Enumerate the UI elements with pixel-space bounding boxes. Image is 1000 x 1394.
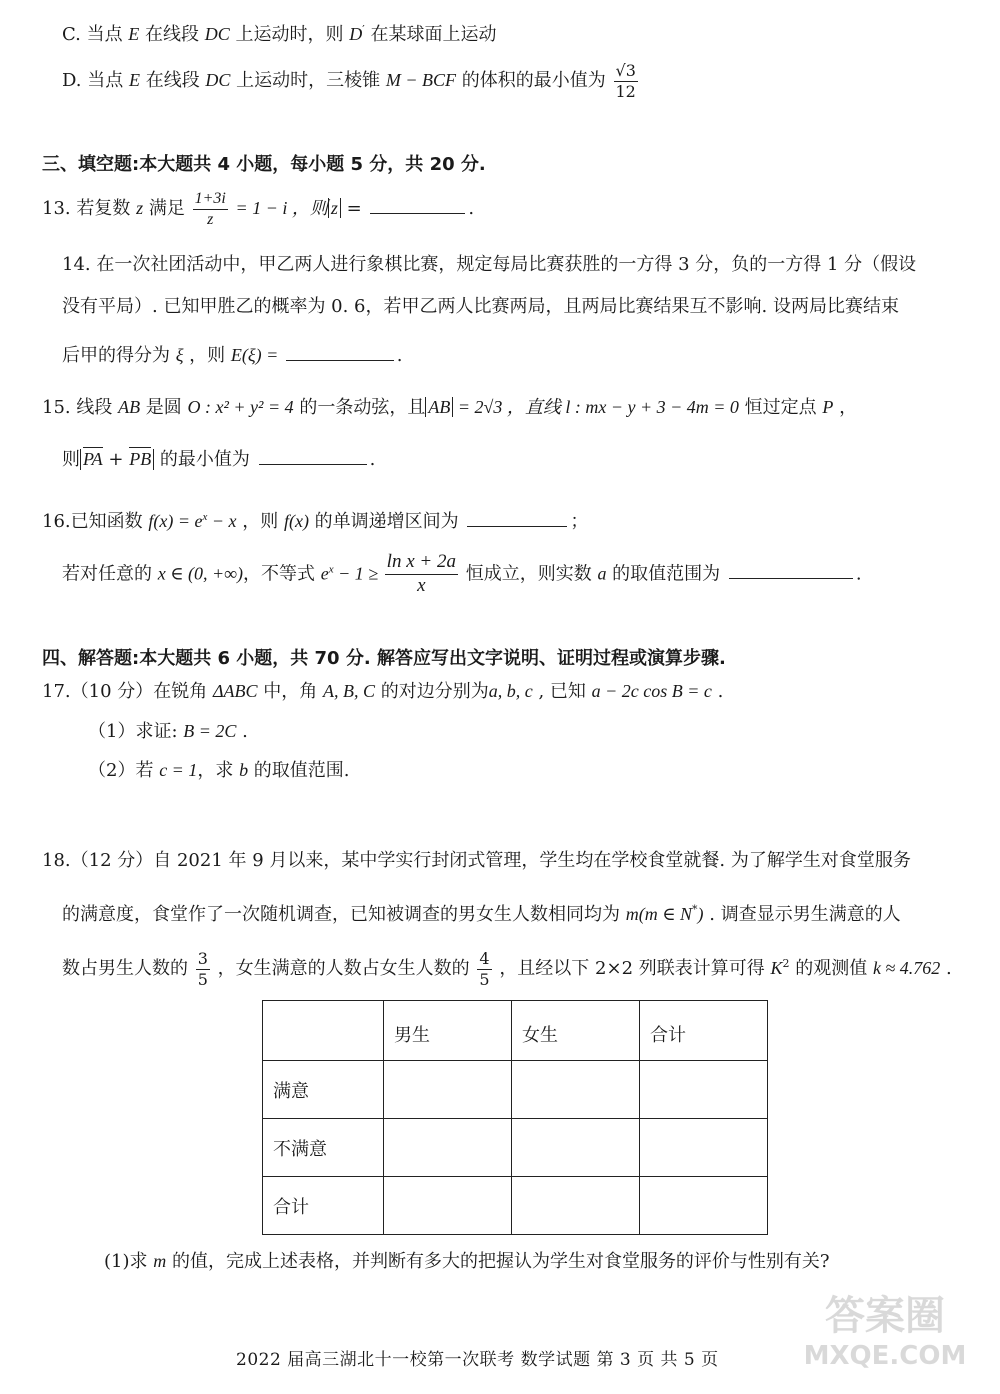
table-header-row: [263, 1001, 768, 1061]
table-cell[interactable]: [512, 1119, 640, 1177]
table-cell[interactable]: [640, 1119, 768, 1177]
watermark-text-bottom: MXQE.COM: [803, 1341, 967, 1371]
question-15-line-1: 15. 线段 AB 是圆 O : x² + y² = 4 的一条动弦，且 AB = 2√3 ，直线 l : mx − y + 3 − 4m = 0 恒过定点 P ，: [42, 397, 858, 418]
option-c: C. 当点 E 在线段 DC 上运动时，则 D′ 在某球面上运动: [62, 23, 497, 45]
question-18-part-1: (1)求 m 的值，完成上述表格，并判断有多大的把握认为学生对食堂服务的评价与性别有关?: [104, 1251, 830, 1272]
fraction-1-3i-over-z: $\frac{1+3i}{z}$: [194, 190, 226, 228]
table-row: [263, 1119, 768, 1177]
table-row-label: 合计: [263, 1177, 384, 1235]
table-row-label: 不满意: [263, 1119, 384, 1177]
answer-blank-14[interactable]: [286, 344, 394, 361]
option-d: D. 当点 E 在线段 DC 上运动时，三棱锥 M − BCF 的体积的最小值为 $\frac{√3}{12}$: [62, 61, 636, 101]
table-cell[interactable]: [512, 1177, 640, 1235]
question-14-line-2: 没有平局）. 已知甲胜乙的概率为 0. 6，若甲乙两人比赛两局，且两局比赛结果互不影响. 设两局比赛结束: [62, 296, 899, 317]
fraction-lnx-2a-over-x: $\frac{\text{ln x + 2a}}{x}$: [386, 551, 456, 596]
watermark-text-top: 答案圈: [825, 1293, 945, 1339]
table-cell[interactable]: [512, 1061, 640, 1119]
table-cell[interactable]: [384, 1119, 512, 1177]
fraction-sqrt3-12: $\frac{√3}{12}$: [615, 61, 636, 101]
answer-blank-16-2[interactable]: [729, 562, 853, 579]
table-row: [263, 1177, 768, 1235]
watermark-logo: [790, 1284, 980, 1374]
question-17-part-2: （2）若 c = 1，求 b 的取值范围.: [88, 760, 350, 781]
section-3-heading: 三、填空题:本大题共 4 小题，每小题 5 分，共 20 分.: [42, 154, 486, 175]
answer-blank-16-1[interactable]: [467, 510, 567, 527]
page-footer: 2022 届高三湖北十一校第一次联考 数学试题 第 3 页 共 5 页: [236, 1350, 719, 1370]
table-cell[interactable]: [384, 1061, 512, 1119]
question-16-line-2: 若对任意的 x ∈ (0, +∞)，不等式 $e^x - 1$ ≥ $\frac{\text{ln x + 2a}}{x}$ 恒成立，则实数 a 的取值范围为 .: [62, 551, 862, 596]
section-4-heading: 四、解答题:本大题共 6 小题，共 70 分. 解答应写出文字说明、证明过程或演算步骤.: [42, 648, 726, 669]
question-13: 13. 若复数 z 满足 $\frac{1+3i}{z}$ = 1 − i ，则 z = .: [42, 190, 475, 228]
contingency-table: [262, 1000, 768, 1235]
table-header-cell: 合计: [640, 1001, 768, 1061]
question-14-line-3: 后甲的得分为 ξ ，则 E(ξ) = .: [62, 345, 403, 366]
question-18-line-3: 数占男生人数的 $\frac{3}{5}$ ，女生满意的人数占女生人数的 $\frac{4}{5}$ ，且经以下 2×2 列联表计算可得 $K^2$ 的观测值 k ≈ 4.762 .: [62, 949, 952, 989]
table-cell[interactable]: [640, 1061, 768, 1119]
fraction-3-5: $\frac{3}{5}$: [197, 949, 208, 989]
question-15-line-2: 则 PA + PB 的最小值为 .: [62, 449, 376, 470]
question-16-line-1: 16.已知函数 $f(x) = e^x - x$ ，则 f(x) 的单调递增区间为 ；: [42, 511, 589, 532]
table-header-cell: [263, 1001, 384, 1061]
answer-blank-13[interactable]: [370, 197, 465, 214]
table-cell[interactable]: [640, 1177, 768, 1235]
question-14-line-1: 14. 在一次社团活动中，甲乙两人进行象棋比赛，规定每局比赛获胜的一方得 3 分，负的一方得 1 分（假设: [62, 254, 917, 275]
table-header-cell: 男生: [384, 1001, 512, 1061]
question-18-line-1: 18.（12 分）自 2021 年 9 月以来，某中学实行封闭式管理，学生均在学校食堂就餐. 为了解学生对食堂服务: [42, 850, 911, 871]
table-row-label: 满意: [263, 1061, 384, 1119]
table-row: [263, 1061, 768, 1119]
table-cell[interactable]: [384, 1177, 512, 1235]
question-17-part-1: （1）求证: B = 2C .: [88, 721, 248, 742]
fraction-4-5: $\frac{4}{5}$: [479, 949, 490, 989]
question-17: 17.（10 分）在锐角 ΔABC 中，角 A, B, C 的对边分别为a, b, c , 已知 a − 2c cos B = c .: [42, 681, 724, 702]
answer-blank-15[interactable]: [259, 448, 367, 465]
question-18-line-2: 的满意度，食堂作了一次随机调查，已知被调查的男女生人数相同均为 m(m ∈ N*) . 调查显示男生满意的人: [62, 903, 901, 925]
table-header-cell: 女生: [512, 1001, 640, 1061]
